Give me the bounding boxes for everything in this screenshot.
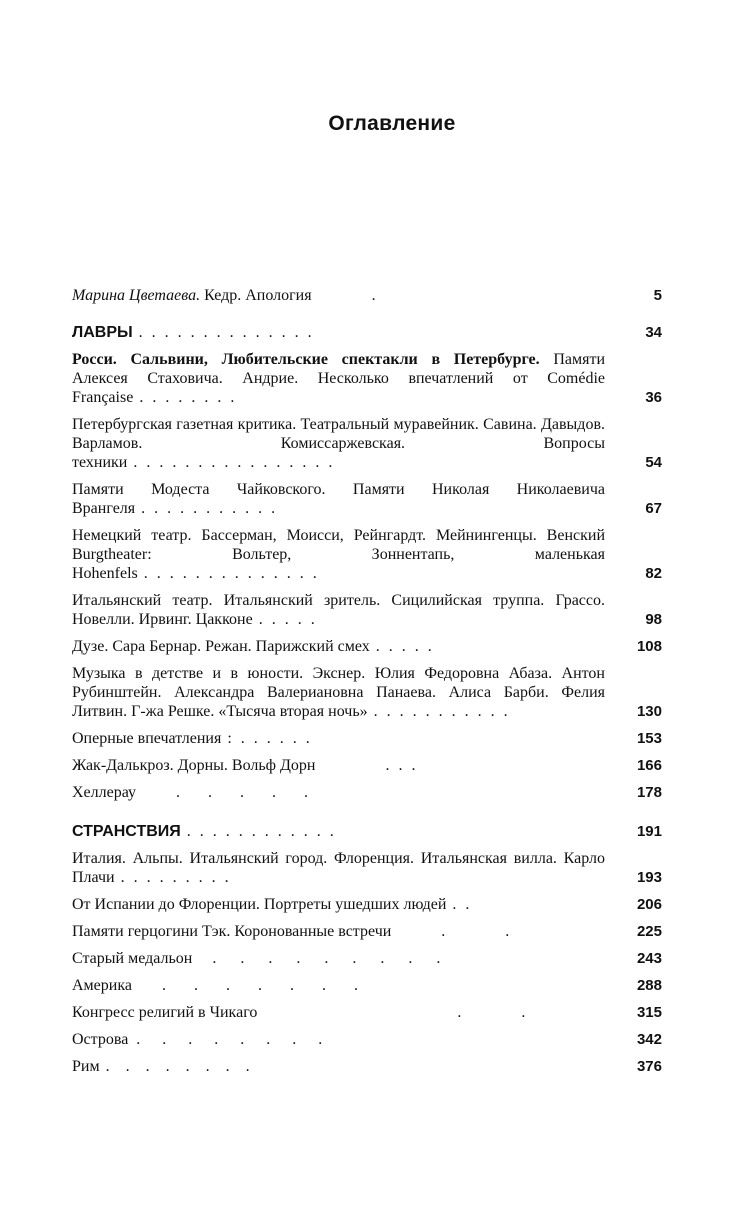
toc-entry-title: Конгресс религий в Чикаго — [72, 1004, 258, 1021]
toc-entry — [72, 526, 662, 583]
leader-dots: .. — [441, 923, 570, 940]
toc-entry-text — [72, 1030, 605, 1049]
toc-page-number: 342 — [636, 1031, 662, 1048]
toc-entry-bold: Росси. Сальвини, Любительские спектакли в Петербурге. — [72, 351, 540, 368]
leader-dots: .. — [457, 1004, 586, 1021]
toc-page-number: 376 — [636, 1058, 662, 1075]
toc-entry-text — [72, 591, 605, 629]
toc-entry — [72, 729, 662, 748]
toc-page-number: 206 — [636, 896, 662, 913]
section-label: ЛАВРЫ — [72, 324, 133, 341]
leader-dots: ............ — [186, 823, 343, 840]
toc-section-heading — [72, 323, 662, 342]
leader-dots: ........ — [105, 1058, 266, 1075]
toc-entry-text — [72, 949, 605, 968]
toc-entry — [72, 1003, 662, 1022]
toc-entry-title: Оперные впечатления — [72, 730, 222, 747]
toc-entry-title: Старый медальон — [72, 950, 193, 967]
toc-entry — [72, 895, 662, 914]
toc-section-heading — [72, 822, 662, 841]
leader-dots: .. — [452, 896, 479, 913]
toc-page-number: 5 — [653, 287, 662, 304]
toc-entry — [72, 350, 662, 407]
toc-page-number: 153 — [636, 730, 662, 747]
toc-entry — [72, 922, 662, 941]
toc-page-number: 36 — [645, 389, 662, 406]
toc-entry-title: Рим — [72, 1058, 100, 1075]
toc-entry-title: Памяти Алексея Стаховича. Андрие. Несколько впечатлений от Comédie Française — [72, 351, 606, 406]
toc-page-number: 54 — [645, 454, 662, 471]
toc-page-number: 178 — [636, 784, 662, 801]
toc-entry-title: Итальянский театр. Итальянский зритель. Сицилийская труппа. Грассо. Новелли. Ирвинг. Цакконе — [72, 592, 605, 628]
toc-entry — [72, 756, 662, 775]
leader-dots: ........ — [136, 1031, 345, 1048]
toc-page-number: 315 — [636, 1004, 662, 1021]
toc-entry — [72, 415, 662, 472]
toc-entry-title: Острова — [72, 1031, 129, 1048]
toc-entry-title: Памяти герцогини Тэк. Коронованные встречи — [72, 923, 392, 940]
toc-entry — [72, 591, 662, 629]
toc-entry — [72, 949, 662, 968]
toc-entry-text — [72, 415, 605, 472]
leader-dots: ........... — [373, 703, 517, 720]
toc-entry-text — [72, 1057, 605, 1076]
leader-dots: ......... — [212, 950, 465, 967]
toc-page-number: 108 — [636, 638, 662, 655]
toc-page-number: 191 — [636, 823, 662, 840]
toc-entry — [72, 637, 662, 656]
toc-page-number: 98 — [645, 611, 662, 628]
toc-entry-title: Памяти Модеста Чайковского. Памяти Николая Николаевича Врангеля — [72, 481, 605, 517]
toc-entry — [72, 849, 662, 887]
toc-entry — [72, 1030, 662, 1049]
toc-entry-text — [72, 895, 605, 914]
toc-entry-title: Италия. Альпы. Итальянский город. Флоренция. Итальянская вилла. Карло Плачи — [72, 850, 605, 886]
toc-entry-text — [72, 664, 605, 721]
toc-entry-text — [72, 1003, 605, 1022]
toc-entry-text — [72, 637, 605, 656]
toc-entry — [72, 1057, 662, 1076]
toc-entry-text — [72, 849, 605, 887]
toc-page-number: 288 — [636, 977, 662, 994]
leader-dots: ........... — [141, 500, 285, 517]
toc-entry-intro — [72, 286, 662, 305]
toc-page-number: 193 — [636, 869, 662, 886]
leader-dots: ..... — [375, 638, 441, 655]
leader-dots: .............. — [138, 324, 321, 341]
toc-entry-title: Немецкий театр. Бассерман, Моисси, Рейнгардт. Мейнингенцы. Венский Burgtheater: Вольтер, Зоннентапь, маленькая Hohenfels — [72, 527, 605, 582]
toc-entry — [72, 480, 662, 518]
toc-entry — [72, 783, 662, 802]
table-of-contents — [72, 286, 662, 1084]
toc-entry-title: Дузе. Сара Бернар. Режан. Парижский смех — [72, 638, 370, 655]
toc-author: Марина Цветаева. — [72, 287, 201, 304]
toc-entry-title: Петербургская газетная критика. Театральный муравейник. Савина. Давыдов. Варламов. Комиссаржевская. Вопросы техники — [72, 416, 605, 471]
toc-entry-text — [72, 286, 605, 305]
toc-page-number: 225 — [636, 923, 662, 940]
toc-entry-text — [72, 350, 605, 407]
toc-entry-text — [72, 756, 605, 775]
toc-page-number: 166 — [636, 757, 662, 774]
leader-dots: ......... — [120, 869, 238, 886]
leader-dots: ................ — [133, 454, 342, 471]
leader-dots: ....... — [161, 977, 386, 994]
toc-entry-text — [72, 922, 605, 941]
toc-entry-title: Музыка в детстве и в юности. Экснер. Юлия Федоровна Абаза. Антон Рубинштейн. Александра Валериановна Панаева. Алиса Барби. Фелия Литвин. Г-жа Решке. «Тысяча вторая ночь» — [72, 665, 605, 720]
section-label: СТРАНСТВИЯ — [72, 823, 181, 840]
leader-dots: ..... — [258, 611, 324, 628]
toc-entry — [72, 664, 662, 721]
toc-entry-title: Жак-Далькроз. Дорны. Вольф Дорн — [72, 757, 316, 774]
leader-dots: .............. — [143, 565, 326, 582]
leader-dots: ... — [385, 757, 425, 774]
toc-entry-title: Америка — [72, 977, 132, 994]
page-title: Оглавление — [328, 112, 456, 135]
toc-entry-text — [72, 480, 605, 518]
toc-entry-title: От Испании до Флоренции. Портреты ушедших людей — [72, 896, 447, 913]
toc-entry — [72, 976, 662, 995]
leader-dots: ........ — [139, 389, 244, 406]
toc-entry-title: Хеллерау — [72, 784, 137, 801]
toc-entry-text — [72, 729, 605, 748]
toc-page-number: 67 — [645, 500, 662, 517]
toc-page-number: 34 — [645, 324, 662, 341]
toc-page-number: 243 — [636, 950, 662, 967]
leader-dots: :...... — [227, 730, 319, 747]
toc-page-number: 82 — [645, 565, 662, 582]
toc-entry-title: Кедр. Апология — [200, 287, 312, 304]
toc-entry-text — [72, 783, 605, 802]
toc-page-number: 130 — [636, 703, 662, 720]
toc-entry-text — [72, 526, 605, 583]
leader-dots: ..... — [176, 784, 337, 801]
toc-entry-text — [72, 976, 605, 995]
leader-dots: . — [371, 287, 385, 304]
